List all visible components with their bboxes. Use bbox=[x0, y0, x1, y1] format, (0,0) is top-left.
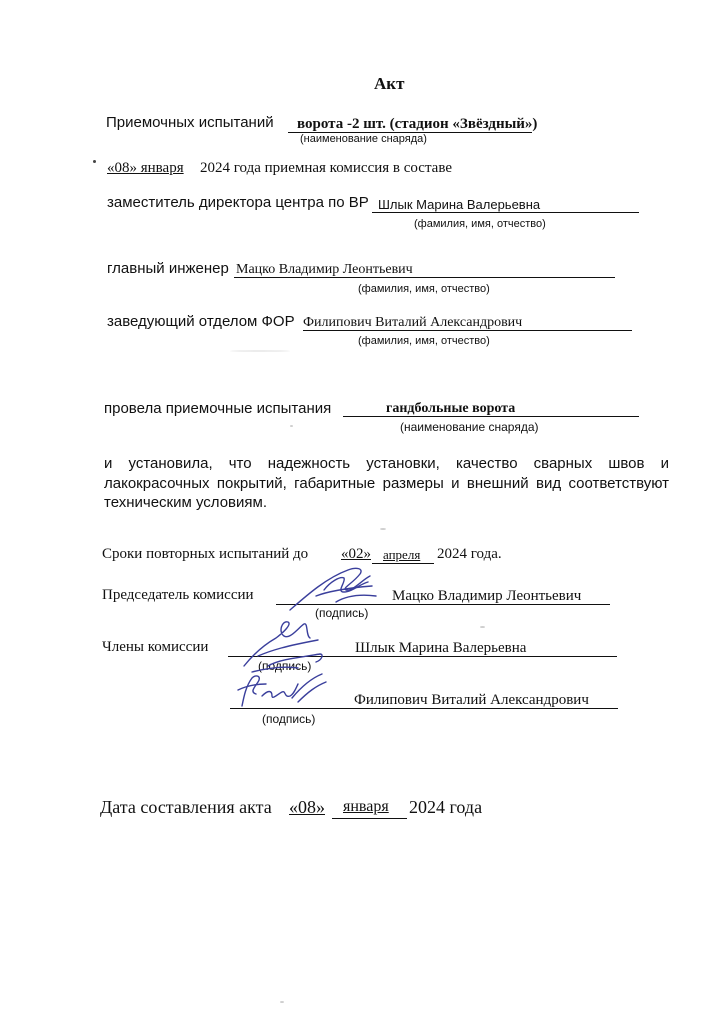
member-underline-2 bbox=[234, 277, 615, 278]
member-underline-1 bbox=[372, 212, 639, 213]
conclusion-line-1: и установила, что надежность установки, качество сварных швов и bbox=[104, 455, 669, 472]
test-caption: (наименование снаряда) bbox=[300, 133, 427, 145]
test-label: Приемочных испытаний bbox=[106, 114, 274, 131]
member-name-1: Шлык Марина Валерьевна bbox=[378, 197, 541, 212]
commission-member-name-2: Филипович Виталий Александрович bbox=[354, 692, 589, 708]
commission-member-name-1: Шлык Марина Валерьевна bbox=[355, 640, 527, 656]
conclusion-line-3: техническим условиям. bbox=[104, 494, 268, 511]
compiled-day: «08» bbox=[289, 797, 325, 817]
member-signature-2 bbox=[232, 668, 332, 712]
member-underline-3 bbox=[303, 330, 632, 331]
retest-day: «02» bbox=[341, 546, 371, 562]
member-name-3: Филипович Виталий Александрович bbox=[303, 315, 523, 330]
member-name-2: Мацко Владимир Леонтьевич bbox=[236, 262, 413, 277]
chairman-name: Мацко Владимир Леонтьевич bbox=[392, 588, 582, 604]
member-caption-3: (фамилия, имя, отчество) bbox=[358, 335, 490, 347]
conclusion-line-2: лакокрасочных покрытий, габаритные размеры и внешний вид соответствуют bbox=[104, 475, 669, 492]
member-signature-1 bbox=[238, 616, 330, 676]
member-position-2: главный инженер bbox=[107, 260, 229, 277]
conducted-value: гандбольные ворота bbox=[386, 401, 516, 416]
compiled-month: января bbox=[343, 798, 389, 815]
member-position-1: заместитель директора центра по ВР bbox=[107, 194, 369, 211]
retest-prefix: Сроки повторных испытаний до bbox=[102, 546, 309, 562]
compiled-month-underline bbox=[332, 818, 407, 819]
document-title: Акт bbox=[374, 74, 405, 93]
member-caption-2: (фамилия, имя, отчество) bbox=[358, 283, 490, 295]
member-position-3: заведующий отделом ФОР bbox=[107, 313, 295, 330]
compiled-prefix: Дата составления акта bbox=[100, 797, 272, 817]
conducted-caption: (наименование снаряда) bbox=[400, 420, 539, 434]
date-text: 2024 года приемная комиссия в составе bbox=[200, 160, 452, 176]
commission-label: Члены комиссии bbox=[102, 639, 209, 655]
conducted-label: провела приемочные испытания bbox=[104, 400, 332, 417]
chairman-label: Председатель комиссии bbox=[102, 587, 254, 603]
chairman-signature bbox=[286, 566, 386, 614]
retest-year: 2024 года. bbox=[437, 546, 502, 562]
date-value: «08» января bbox=[107, 160, 184, 176]
chairman-caption: (подпись) bbox=[315, 606, 369, 620]
commission-member-caption-2: (подпись) bbox=[262, 712, 316, 726]
conducted-underline bbox=[343, 416, 639, 417]
retest-month: апреля bbox=[383, 547, 421, 562]
compiled-year: 2024 года bbox=[409, 797, 483, 817]
test-value: ворота -2 шт. (стадион «Звёздный») bbox=[297, 116, 538, 132]
member-caption-1: (фамилия, имя, отчество) bbox=[414, 218, 546, 230]
retest-month-underline bbox=[372, 563, 434, 564]
commission-member-caption-1: (подпись) bbox=[258, 659, 312, 673]
